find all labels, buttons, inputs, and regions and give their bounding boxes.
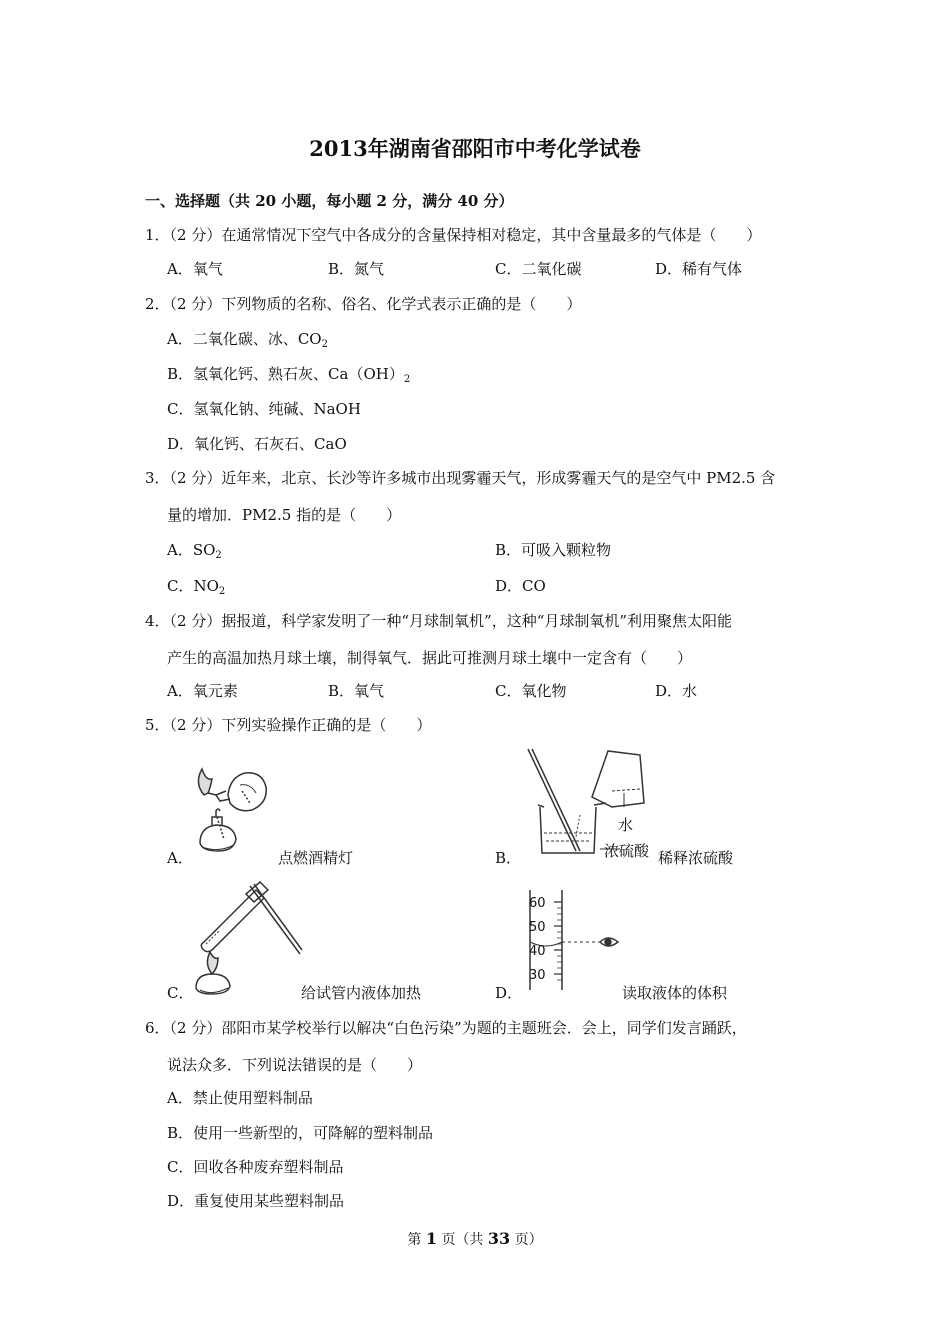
question-1-stem: 1．（2 分）在通常情况下空气中各成分的含量保持相对稳定，其中含量最多的气体是（ ） (145, 226, 762, 244)
figure-label-acid: 浓硫酸 (604, 842, 650, 860)
page-title: 2013年湖南省邵阳市中考化学试卷 (309, 136, 641, 161)
footer-mid: 页（共 (441, 1232, 484, 1248)
q1-option-b: B．氮气 (328, 260, 385, 278)
question-4-stem-line-1: 4．（2 分）据报道，科学家发明了一种“月球制氧机”，这种“月球制氧机”利用聚焦太阳能 (145, 612, 733, 630)
page-footer (0, 1229, 950, 1249)
question-5-stem: 5．（2 分）下列实验操作正确的是（ ） (145, 716, 432, 734)
q6-option-b: B．使用一些新型的，可降解的塑料制品 (167, 1124, 434, 1142)
figure-lighting-lamp (190, 755, 275, 860)
q5-caption-b: 稀释浓硫酸 (658, 849, 734, 867)
q5-option-c: C． (167, 984, 194, 1002)
q5-caption-a: 点燃酒精灯 (278, 849, 354, 867)
footer-page-number: 1 (425, 1229, 437, 1248)
q4-option-d: D．水 (655, 682, 698, 700)
q3-option-b: B．可吸入颗粒物 (495, 541, 612, 559)
q3-option-a: A．$SO_2$ (167, 541, 222, 561)
q3-option-d: D．CO (495, 577, 546, 595)
footer-pre: 第 (407, 1232, 422, 1248)
question-3-stem-line-1: 3．（2 分）近年来，北京、长沙等许多城市出现雾霾天气，形成雾霾天气的是空气中 PM2.5 含 (145, 469, 776, 487)
q1-option-d: D．稀有气体 (655, 260, 743, 278)
q5-caption-c: 给试管内液体加热 (301, 984, 422, 1002)
q2-option-b: B．氢氧化钙、熟石灰、$Ca(OH)_2$ (167, 365, 411, 385)
question-6-stem-line-1: 6．（2 分）邵阳市某学校举行以解决“白色污染”为题的主题班会．会上，同学们发言踊跃， (145, 1019, 747, 1037)
q2-option-d: D．氧化钙、石灰石、CaO (167, 435, 347, 453)
footer-total-pages: 33 (487, 1229, 511, 1248)
cylinder-tick-30: 30 (529, 968, 546, 983)
q2-option-c: C．氢氧化钠、纯碱、NaOH (167, 400, 361, 418)
q3-option-c: C．$NO_2$ (167, 577, 226, 597)
cylinder-tick-50: 50 (529, 920, 546, 935)
footer-post: 页） (514, 1232, 543, 1248)
question-6-stem-line-2: 说法众多．下列说法错误的是（ ） (167, 1056, 423, 1074)
question-2-stem: 2．（2 分）下列物质的名称、俗名、化学式表示正确的是（ ） (145, 295, 582, 313)
q5-caption-d: 读取液体的体积 (622, 984, 728, 1002)
q6-option-d: D．重复使用某些塑料制品 (167, 1192, 345, 1210)
cylinder-tick-60: 60 (529, 896, 546, 911)
q5-option-d: D． (495, 984, 523, 1002)
q1-option-a: A．氧气 (167, 260, 223, 278)
q4-option-c: C．氧化物 (495, 682, 567, 700)
section-heading: 一、选择题（共 20 小题，每小题 2 分，满分 40 分） (145, 192, 514, 210)
figure-heating-tube (190, 880, 305, 995)
cylinder-tick-40: 40 (529, 944, 546, 959)
question-3-stem-line-2: 量的增加．PM2.5 指的是（ ） (167, 506, 402, 524)
q6-option-a: A．禁止使用塑料制品 (167, 1089, 313, 1107)
figure-label-water: 水 (618, 816, 634, 834)
question-4-stem-line-2: 产生的高温加热月球土壤，制得氧气．据此可推测月球土壤中一定含有（ ） (167, 649, 693, 667)
q6-option-c: C．回收各种废弃塑料制品 (167, 1158, 344, 1176)
q1-option-c: C．二氧化碳 (495, 260, 582, 278)
q5-option-b: B． (495, 849, 522, 867)
q2-option-a: A．二氧化碳、冰、$CO_2$ (167, 330, 328, 350)
q4-option-b: B．氧气 (328, 682, 385, 700)
q5-option-a: A． (167, 849, 193, 867)
q4-option-a: A．氧元素 (167, 682, 238, 700)
